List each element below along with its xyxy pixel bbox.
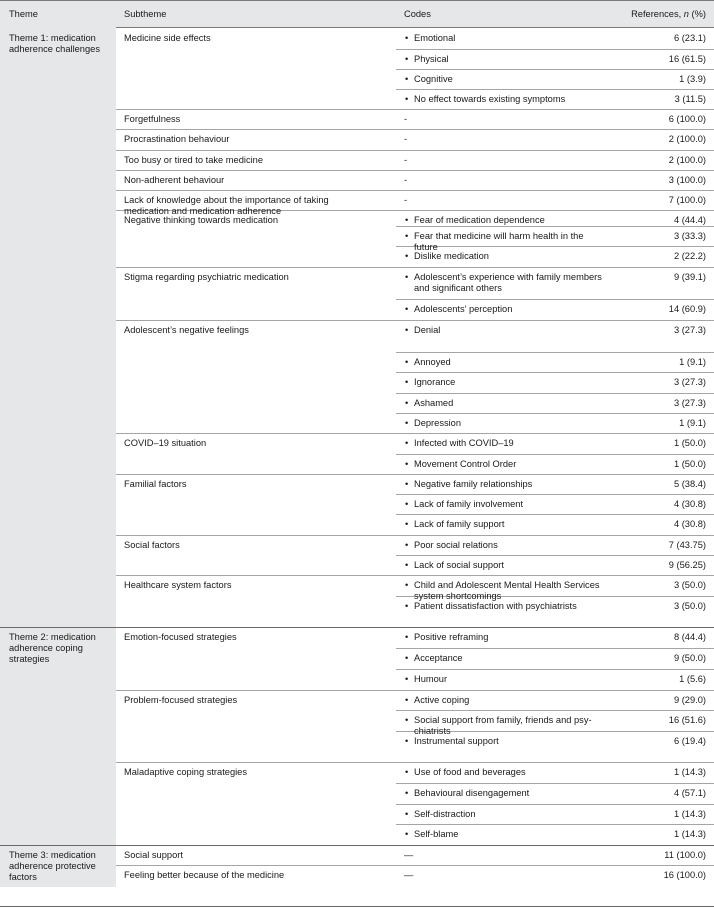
row-divider — [396, 352, 714, 353]
text-line: Theme 1: medication — [9, 33, 96, 43]
reference-value: 16 (51.6) — [668, 715, 706, 725]
text-line: Dislike medication — [414, 251, 489, 261]
text-line: Emotional — [414, 33, 456, 43]
text-line: Positive reframing — [414, 632, 489, 642]
text-line: Adolescent’s negative feelings — [124, 325, 249, 335]
text-line: - — [404, 134, 408, 144]
text-line: Social support from family, friends and psy- — [414, 715, 592, 725]
code-item — [414, 632, 488, 643]
subtheme-label — [124, 33, 211, 44]
subtheme-label — [124, 155, 263, 166]
code-item — [414, 398, 453, 409]
code-item — [414, 715, 592, 737]
text-line: Social support — [124, 850, 183, 860]
reference-value: 6 (23.1) — [673, 33, 706, 43]
reference-value: 3 (50.0) — [673, 580, 706, 590]
code-placeholder — [404, 155, 407, 166]
row-divider — [116, 865, 714, 866]
row-divider — [396, 494, 714, 495]
row-divider — [116, 190, 714, 191]
code-item — [414, 377, 455, 388]
reference-value: 1 (50.0) — [673, 438, 706, 448]
row-divider — [116, 433, 714, 434]
table-bottom-rule — [0, 906, 714, 907]
reference-value: 3 (27.3) — [673, 325, 706, 335]
row-divider — [116, 170, 714, 171]
text-line: strategies — [9, 654, 50, 664]
row-divider — [396, 413, 714, 414]
theme-label — [9, 850, 96, 883]
row-divider — [396, 49, 714, 50]
text-line: Negative family relationships — [414, 479, 533, 489]
reference-value: 3 (27.3) — [673, 398, 706, 408]
row-divider — [396, 710, 714, 711]
row-divider — [116, 535, 714, 536]
subtheme-label — [124, 695, 237, 706]
row-divider — [396, 514, 714, 515]
subtheme-label — [124, 325, 249, 336]
row-divider — [116, 690, 714, 691]
row-divider — [116, 129, 714, 130]
code-item — [414, 767, 526, 778]
text-line: adherence challenges — [9, 44, 100, 54]
row-divider — [396, 669, 714, 670]
code-placeholder — [404, 114, 407, 125]
code-item — [414, 560, 504, 571]
row-divider — [0, 627, 714, 628]
text-line: Depression — [414, 418, 462, 428]
code-placeholder — [404, 195, 407, 206]
text-line: Theme 3: medication — [9, 850, 96, 860]
reference-value: 8 (44.4) — [673, 632, 706, 642]
code-item — [414, 438, 514, 449]
text-line: Physical — [414, 54, 449, 64]
header-subtheme: Subtheme — [124, 9, 167, 19]
text-line: COVID–19 situation — [124, 438, 207, 448]
row-divider — [396, 89, 714, 90]
code-item — [414, 94, 565, 105]
code-item — [414, 829, 458, 840]
text-line: Active coping — [414, 695, 470, 705]
subtheme-label — [124, 215, 278, 226]
subtheme-label — [124, 540, 180, 551]
reference-value: 1 (5.6) — [679, 674, 706, 684]
reference-value: 6 (100.0) — [668, 114, 706, 124]
text-line: Familial factors — [124, 479, 187, 489]
text-line: - — [404, 114, 408, 124]
text-line: - — [404, 195, 408, 205]
code-item — [414, 540, 498, 551]
text-line: adherence coping — [9, 643, 83, 653]
row-divider — [116, 575, 714, 576]
row-divider — [396, 648, 714, 649]
text-line: medication and medication adherence — [124, 206, 282, 216]
row-divider — [116, 474, 714, 475]
reference-value: 6 (19.4) — [673, 736, 706, 746]
code-item — [414, 74, 453, 85]
text-line: Ashamed — [414, 398, 454, 408]
text-line: - — [404, 155, 408, 165]
text-line: Problem-focused strategies — [124, 695, 238, 705]
text-line: Negative thinking towards medication — [124, 215, 278, 225]
text-line: adherence protective — [9, 861, 96, 871]
code-item — [414, 54, 449, 65]
code-placeholder — [404, 134, 407, 145]
text-line: Healthcare system factors — [124, 580, 232, 590]
code-item — [414, 325, 440, 336]
row-divider — [116, 320, 714, 321]
text-line: and significant others — [414, 283, 502, 293]
row-divider — [396, 824, 714, 825]
code-placeholder — [404, 175, 407, 186]
subtheme-label — [124, 870, 284, 881]
reference-value: 1 (9.1) — [679, 357, 706, 367]
reference-value: 2 (100.0) — [668, 155, 706, 165]
text-line: Behavioural disengagement — [414, 788, 530, 798]
row-divider — [116, 762, 714, 763]
row-divider — [396, 454, 714, 455]
subtheme-label — [124, 134, 229, 145]
reference-value: 11 (100.0) — [664, 850, 706, 860]
text-line: - — [404, 175, 408, 185]
reference-value: 4 (44.4) — [673, 215, 706, 225]
code-item — [414, 251, 489, 262]
reference-value: 3 (27.3) — [673, 377, 706, 387]
text-line: Feeling better because of the medicine — [124, 870, 285, 880]
text-line: — — [404, 850, 414, 860]
code-item — [414, 231, 584, 253]
row-divider — [396, 69, 714, 70]
reference-value: 9 (39.1) — [673, 272, 706, 282]
text-line: Cognitive — [414, 74, 453, 84]
subtheme-label — [124, 272, 289, 283]
reference-value: 3 (33.3) — [673, 231, 706, 241]
reference-value: 1 (14.3) — [673, 809, 706, 819]
code-item — [414, 33, 455, 44]
row-divider — [116, 109, 714, 110]
text-line: Adolescents’ perception — [414, 304, 513, 314]
text-line: Too busy or tired to take medicine — [124, 155, 264, 165]
code-item — [414, 580, 600, 602]
text-line: No effect towards existing symptoms — [414, 94, 566, 104]
reference-value: 9 (50.0) — [673, 653, 706, 663]
code-item — [414, 499, 523, 510]
table-header — [0, 0, 714, 28]
code-item — [414, 215, 545, 226]
code-item — [414, 272, 602, 294]
reference-value: 1 (14.3) — [673, 829, 706, 839]
reference-value: 9 (29.0) — [673, 695, 706, 705]
code-item — [414, 304, 512, 315]
code-placeholder — [404, 870, 413, 881]
reference-value: 16 (100.0) — [663, 870, 706, 880]
text-line: Denial — [414, 325, 441, 335]
row-divider — [116, 150, 714, 151]
text-line: Medicine side effects — [124, 33, 211, 43]
text-line: Fear that medicine will harm health in the — [414, 231, 584, 241]
text-line: Patient dissatisfaction with psychiatrists — [414, 601, 577, 611]
reference-value: 4 (30.8) — [673, 519, 706, 529]
text-line: Maladaptive coping strategies — [124, 767, 247, 777]
row-divider — [396, 226, 714, 227]
text-line: chiatrists — [414, 726, 451, 736]
text-line: factors — [9, 872, 37, 882]
code-item — [414, 479, 532, 490]
reference-value: 1 (9.1) — [679, 418, 706, 428]
text-line: Adolescent’s experience with family members — [414, 272, 602, 282]
text-line: Lack of family involvement — [414, 499, 524, 509]
code-item — [414, 601, 577, 612]
row-divider — [396, 393, 714, 394]
row-divider — [396, 372, 714, 373]
reference-value: 14 (60.9) — [668, 304, 706, 314]
reference-value: 3 (11.5) — [674, 94, 706, 104]
row-divider — [396, 804, 714, 805]
text-line: Annoyed — [414, 357, 451, 367]
text-line: Self-blame — [414, 829, 459, 839]
reference-value: 5 (38.4) — [673, 479, 706, 489]
subtheme-label — [124, 175, 224, 186]
text-line: Instrumental support — [414, 736, 499, 746]
row-divider — [0, 845, 714, 846]
text-line: Lack of family support — [414, 519, 505, 529]
text-line: Use of food and beverages — [414, 767, 526, 777]
theme-label — [9, 632, 96, 665]
text-line: system shortcomings — [414, 591, 502, 601]
text-line: Social factors — [124, 540, 180, 550]
reference-value: 7 (100.0) — [668, 195, 706, 205]
row-divider — [396, 555, 714, 556]
text-line: Lack of social support — [414, 560, 504, 570]
reference-value: 7 (43.75) — [668, 540, 706, 550]
text-line: Child and Adolescent Mental Health Services — [414, 580, 600, 590]
text-line: Stigma regarding psychiatric medication — [124, 272, 289, 282]
reference-value: 4 (57.1) — [673, 788, 706, 798]
text-line: Theme 2: medication — [9, 632, 96, 642]
subtheme-label — [124, 767, 247, 778]
row-divider — [396, 299, 714, 300]
code-item — [414, 695, 469, 706]
text-line: Forgetfulness — [124, 114, 181, 124]
subtheme-label — [124, 632, 237, 643]
code-item — [414, 788, 529, 799]
row-divider — [396, 783, 714, 784]
text-line: Non-adherent behaviour — [124, 175, 225, 185]
subtheme-label — [124, 580, 231, 591]
code-placeholder — [404, 850, 413, 861]
text-line: Self-distraction — [414, 809, 476, 819]
reference-value: 2 (100.0) — [668, 134, 706, 144]
text-line: Humour — [414, 674, 448, 684]
text-line: — — [404, 870, 414, 880]
subtheme-label — [124, 438, 206, 449]
header-codes: Codes — [404, 9, 431, 19]
code-item — [414, 459, 516, 470]
reference-value: 9 (56.25) — [668, 560, 706, 570]
text-line: Ignorance — [414, 377, 456, 387]
text-line: Acceptance — [414, 653, 463, 663]
text-line: future — [414, 242, 438, 252]
code-item — [414, 809, 476, 820]
theme-column-shade — [0, 27, 116, 628]
theme-label — [9, 33, 100, 55]
code-item — [414, 357, 451, 368]
row-divider — [116, 267, 714, 268]
subtheme-label — [124, 114, 180, 125]
subtheme-label — [124, 195, 329, 217]
reference-value: 16 (61.5) — [668, 54, 706, 64]
code-item — [414, 736, 499, 747]
reference-value: 4 (30.8) — [673, 499, 706, 509]
subtheme-label — [124, 850, 183, 861]
text-line: Lack of knowledge about the importance of taking — [124, 195, 329, 205]
reference-value: 3 (50.0) — [673, 601, 706, 611]
text-line: Procrastination behaviour — [124, 134, 230, 144]
text-line: Fear of medication dependence — [414, 215, 545, 225]
header-theme: Theme — [9, 9, 38, 19]
text-line: Poor social relations — [414, 540, 498, 550]
text-line: Infected with COVID–19 — [414, 438, 514, 448]
reference-value: 1 (14.3) — [673, 767, 706, 777]
reference-value: 3 (100.0) — [668, 175, 706, 185]
reference-value: 1 (3.9) — [679, 74, 706, 84]
code-item — [414, 653, 463, 664]
text-line: Emotion-focused strategies — [124, 632, 237, 642]
code-item — [414, 519, 504, 530]
reference-value: 1 (50.0) — [673, 459, 706, 469]
code-item — [414, 418, 461, 429]
subtheme-label — [124, 479, 187, 490]
text-line: Movement Control Order — [414, 459, 517, 469]
reference-value: 2 (22.2) — [673, 251, 706, 261]
code-item — [414, 674, 447, 685]
header-references: References, n (%) — [631, 9, 706, 19]
